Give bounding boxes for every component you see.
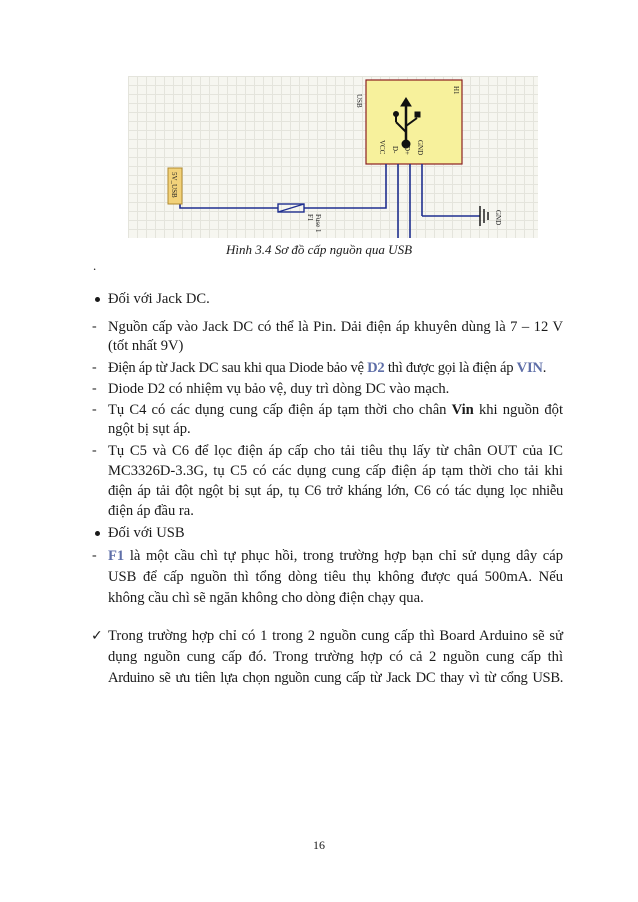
- dash-marker: -: [92, 402, 97, 417]
- item-1-line-2: (tốt nhất 9V): [108, 338, 184, 354]
- usb-label: USB: [355, 94, 363, 108]
- vin-highlight: VIN: [516, 360, 543, 376]
- usb-power-schematic: [128, 76, 538, 238]
- fuse-ref-label: F1: [306, 214, 314, 222]
- dash-marker: -: [92, 548, 97, 563]
- h1-label: H1: [452, 86, 460, 95]
- schematic-drawing: [128, 76, 538, 238]
- item-4-text-after: khi nguồn đột: [473, 402, 563, 418]
- item-6-line-1: [108, 547, 563, 565]
- dash-marker: -: [92, 319, 97, 334]
- ground-symbol-icon: [480, 206, 488, 226]
- item-6-text: là một cầu chì tự phục hồi, trong trường hợp bạn chỉ sử dụng dây cáp: [124, 548, 563, 564]
- item-2-line: [108, 359, 546, 377]
- item-2-text-mid: thì được gọi là điện áp: [384, 360, 517, 376]
- dash-marker: -: [92, 381, 97, 396]
- item-2-text: Điện áp từ Jack DC sau khi qua Diode bảo vệ: [108, 360, 368, 376]
- note-line-2: dụng nguồn cung cấp đó. Trong trường hợp có cả 2 nguồn cung cấp thì: [108, 649, 563, 665]
- gnd-pin-label: GND: [416, 140, 424, 156]
- usb-pins: [386, 164, 422, 238]
- fuse-name-label: Fuse 1: [314, 214, 322, 233]
- stray-dot: .: [93, 258, 97, 273]
- net-5v-usb-label: 5V_USB: [170, 172, 178, 198]
- figure-caption: Hình 3.4 Sơ đồ cấp nguồn qua USB: [225, 242, 413, 257]
- item-1-line-1: Nguồn cấp vào Jack DC có thể là Pin. Dải điện áp khuyên dùng là 7 – 12 V: [108, 319, 563, 335]
- section-heading-jack-dc: Đối với Jack DC.: [108, 291, 210, 307]
- item-3-line: Diode D2 có nhiệm vụ bảo vệ, duy trì dòng DC vào mạch.: [108, 381, 450, 397]
- net-5v-wire: [180, 202, 278, 208]
- section-heading-usb: Đối với USB: [108, 525, 185, 541]
- item-6-line-2: USB để cấp nguồn thì tổng dòng tiêu thụ không được quá 500mA. Nếu: [108, 569, 563, 585]
- d-minus-pin-label: D-: [391, 146, 399, 154]
- item-2-end: .: [542, 360, 547, 376]
- item-4-line-1: [108, 401, 563, 419]
- vcc-wire: [304, 174, 386, 208]
- note-line-3: Arduino sẽ ưu tiên lựa chọn nguồn cung cấp từ Jack DC thay vì từ cổng USB.: [108, 670, 563, 686]
- f1-highlight: F1: [108, 548, 125, 564]
- vcc-pin-label: VCC: [378, 140, 386, 155]
- vin-bold: Vin: [451, 402, 474, 418]
- item-5-line-2: MC3326D-3.3G, tụ C5 có các dụng cung cấp điện áp tạm thời cho tải khi: [108, 463, 563, 479]
- note-line-1: Trong trường hợp chỉ có 1 trong 2 nguồn cung cấp thì Board Arduino sẽ sử: [108, 628, 563, 644]
- ground-label: GND: [494, 210, 502, 226]
- dash-marker: -: [92, 443, 97, 458]
- page-number: 16: [313, 838, 325, 852]
- item-6-line-3: không cầu chì sẽ ngăn không cho dòng điện chạy qua.: [108, 590, 424, 606]
- item-5-line-1: Tụ C5 và C6 để lọc điện áp cấp cho tải tiêu thụ lấy từ chân OUT của IC: [108, 443, 563, 459]
- item-5-line-4: điện áp đầu ra.: [108, 503, 194, 519]
- item-4-line-2: ngột bị sụt áp.: [108, 421, 191, 437]
- checkmark-icon: ✓: [91, 628, 103, 644]
- item-5-line-3: điện áp tải đột ngột bị sụt áp, tụ C6 trở kháng lớn, C6 có tác dụng lọc nhiễu: [108, 483, 563, 499]
- item-4-text: Tụ C4 có các dụng cung cấp điện áp tạm thời cho chân: [108, 402, 452, 418]
- bullet-icon: [95, 297, 100, 302]
- d-plus-pin-label: D+: [403, 146, 411, 156]
- d2-highlight: D2: [367, 360, 385, 376]
- bullet-icon: [95, 531, 100, 536]
- dash-marker: -: [92, 360, 97, 375]
